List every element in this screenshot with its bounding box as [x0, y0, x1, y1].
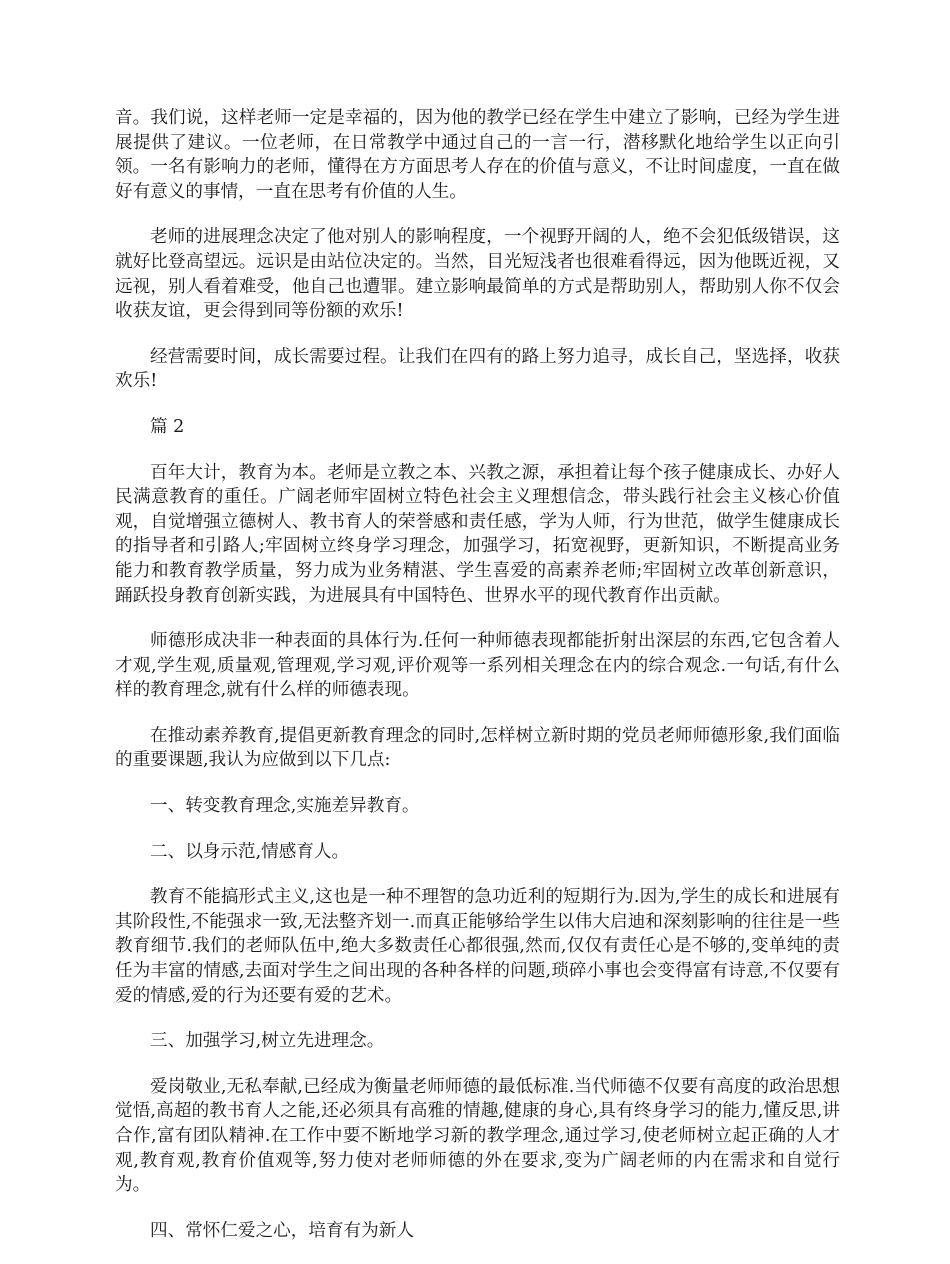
list-item-one: 一、转变教育理念,实施差异教育。 — [150, 796, 420, 817]
paragraph-dedication: 爱岗敬业,无私奉献,已经成为衡量老师师德的最低标准.当代师德不仅要有高度的政治思想觉悟,高超的教书育人之能,还必须具有高雅的情趣,健康的身心,具有终身学习的能力,懂反思,讲合作,富有团队精神.在工作中要不断地学习新的教学理念,通过学习,使老师树立起正确的人才观,教育观,教育价值观等,努力使对老师师德的外在要求,变为广阔老师的内在需求和自觉行为。 — [115, 1076, 840, 1196]
list-item-three: 三、加强学习,树立先进理念。 — [150, 1031, 385, 1052]
section-heading-part-2: 篇 2 — [150, 416, 185, 437]
paragraph-education-foundation: 百年大计，教育为本。老师是立教之本、兴教之源，承担着让每个孩子健康成长、办好人民满意教育的重任。广阔老师牢固树立特色社会主义理想信念，带头践行社会主义核心价值观，自觉增强立德树人、教书育人的荣誉感和责任感，学为人师，行为世范，做学生健康成长的指导者和引路人;牢固树立终身学习理念，加强学习，拓宽视野，更新知识，不断提高业务能力和教育教学质量，努力成为业务精湛、学生喜爱的高素养老师;牢固树立改革创新意识，踊跃投身教育创新实践，为进展具有中国特色、世界水平的现代教育作出贡献。 — [115, 462, 840, 606]
paragraph-ethics-formation: 师德形成决非一种表面的具体行为.任何一种师德表现都能折射出深层的东西,它包含着人才观,学生观,质量观,管理观,学习观,评价观等一系列相关理念在内的综合观念.一句话,有什么样的教育理念,就有什么样的师德表现。 — [115, 631, 840, 701]
paragraph-continuation: 音。我们说，这样老师一定是幸福的，因为他的教学已经在学生中建立了影响，已经为学生进展提供了建议。一位老师，在日常教学中通过自己的一言一行，潜移默化地给学生以正向引领。一名有影响力的老师，懂得在方方面思考人存在的价值与意义，不让时间虚度，一直在做好有意义的事情，一直在思考有价值的人生。 — [115, 108, 840, 202]
list-item-four: 四、常怀仁爱之心，培育有为新人 — [150, 1220, 414, 1241]
paragraph-quality-education: 在推动素养教育,提倡更新教育理念的同时,怎样树立新时期的党员老师师德形象,我们面临的重要课题,我认为应做到以下几点: — [115, 725, 840, 771]
paragraph-teacher-development: 老师的进展理念决定了他对别人的影响程度，一个视野开阔的人，绝不会犯低级错误，这就好比登高望远。远识是由站位决定的。当然，目光短浅者也很难看得远，因为他既近视，又远视，别人看着难受，他自己也遭罪。建立影响最简单的方式是帮助别人，帮助别人你不仅会收获友谊，更会得到同等份额的欢乐! — [115, 227, 840, 322]
paragraph-education-details: 教育不能搞形式主义,这也是一种不理智的急功近利的短期行为.因为,学生的成长和进展有其阶段性,不能强求一致,无法整齐划一.而真正能够给学生以伟大启迪和深刻影响的往往是一些教育细节.我们的老师队伍中,绝大多数责任心都很强,然而,仅仅有责任心是不够的,变单纯的责任为丰富的情感,去面对学生之间出现的各种各样的问题,琐碎小事也会变得富有诗意,不仅要有爱的情感,爱的行为还要有爱的艺术。 — [115, 887, 840, 1006]
document-page — [115, 106, 840, 1264]
paragraph-growth: 经营需要时间，成长需要过程。让我们在四有的路上努力追寻，成长自己，坚选择，收获欢乐! — [115, 346, 840, 392]
list-item-two: 二、以身示范,情感育人。 — [150, 841, 350, 862]
